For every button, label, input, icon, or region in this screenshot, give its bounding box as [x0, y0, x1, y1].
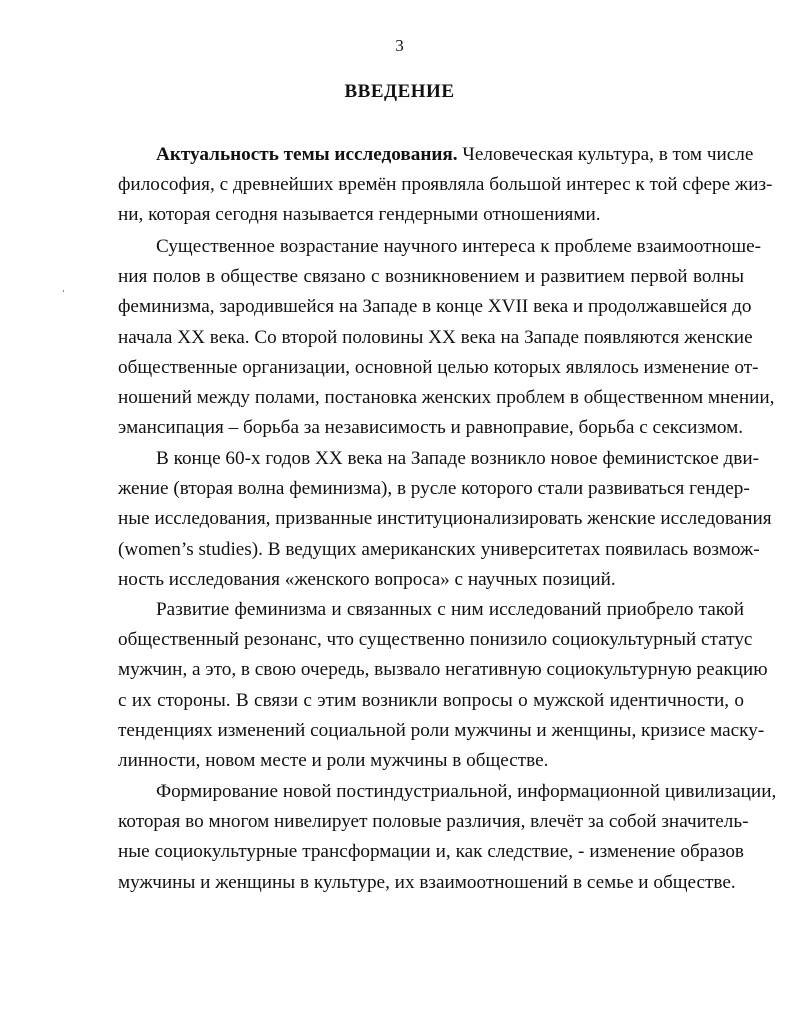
- paragraph-line: ни, которая сегодня называется гендерными отношениями.: [118, 204, 601, 226]
- paragraph-line: ность исследования «женского вопроса» с научных позиций.: [118, 568, 616, 590]
- paragraph-line: ния полов в обществе связано с возникновением и развитием первой волны: [118, 266, 744, 288]
- paragraph-line: которая во многом нивелирует половые различия, влечёт за собой значитель-: [118, 811, 749, 833]
- paragraph-line: тенденциях изменений социальной роли мужчины и женщины, кризисе маску-: [118, 719, 765, 741]
- paragraph-line: общественный резонанс, что существенно понизило социокультурный статус: [118, 629, 753, 651]
- paragraph-line: линности, новом месте и роли мужчины в обществе.: [118, 750, 549, 772]
- paragraph-feminism-second-wave: [118, 444, 772, 595]
- paragraph-masculinity: [118, 595, 768, 776]
- paragraph-line: В конце 60-х годов XX века на Западе возникло новое феминистское дви-: [156, 448, 760, 469]
- paragraph-line: феминизма, зародившейся на Западе в конце XVII века и продолжавшейся до: [118, 296, 752, 318]
- paragraph-line: начала XX века. Со второй половины XX века на Западе появляются женские: [118, 326, 753, 348]
- paragraph-line: философия, с древнейших времён проявляла большой интерес к той сфере жиз-: [118, 174, 773, 196]
- paragraph-relevance: [118, 140, 773, 231]
- paragraph-line: с их стороны. В связи с этим возникли вопросы о мужской идентичности, о: [118, 689, 744, 711]
- paragraph-line: Развитие феминизма и связанных с ним исследований приобрело такой: [156, 599, 744, 620]
- paragraph-line: ношений между полами, постановка женских проблем в общественном мнении,: [118, 387, 775, 409]
- paragraph-line: эмансипация – борьба за независимость и равноправие, борьба с сексизмом.: [118, 417, 744, 439]
- paragraph-feminism-first-wave: [118, 232, 775, 443]
- paragraph-post-industrial: [118, 777, 777, 898]
- paragraph-line: мужчин, а это, в свою очередь, вызвало негативную социокультурную реакцию: [118, 659, 768, 681]
- paragraph-line: Существенное возрастание научного интереса к проблеме взаимоотноше-: [156, 236, 762, 257]
- paragraph-line: ные социокультурные трансформации и, как следствие, - изменение образов: [118, 841, 744, 863]
- margin-mark: [63, 290, 64, 292]
- paragraph-line: Формирование новой постиндустриальной, информационной цивилизации,: [156, 781, 777, 802]
- paragraph-line: ные исследования, призванные институционализировать женские исследования: [118, 508, 772, 530]
- paragraph-line: общественные организации, основной целью которых являлось изменение от-: [118, 356, 759, 378]
- section-heading: ВВЕДЕНИЕ: [344, 81, 455, 102]
- paragraph-lead: Актуальность темы исследования.: [156, 144, 458, 165]
- page-number: 3: [395, 36, 404, 55]
- paragraph-line: жение (вторая волна феминизма), в русле которого стали развиваться гендер-: [118, 478, 750, 500]
- paragraph-line: мужчины и женщины в культуре, их взаимоотношений в семье и обществе.: [118, 871, 736, 893]
- paragraph-line: (women’s studies). В ведущих американских университетах появилась возмож-: [118, 538, 760, 560]
- paragraph-line: Актуальность темы исследования. Человеческая культура, в том числе: [156, 144, 754, 165]
